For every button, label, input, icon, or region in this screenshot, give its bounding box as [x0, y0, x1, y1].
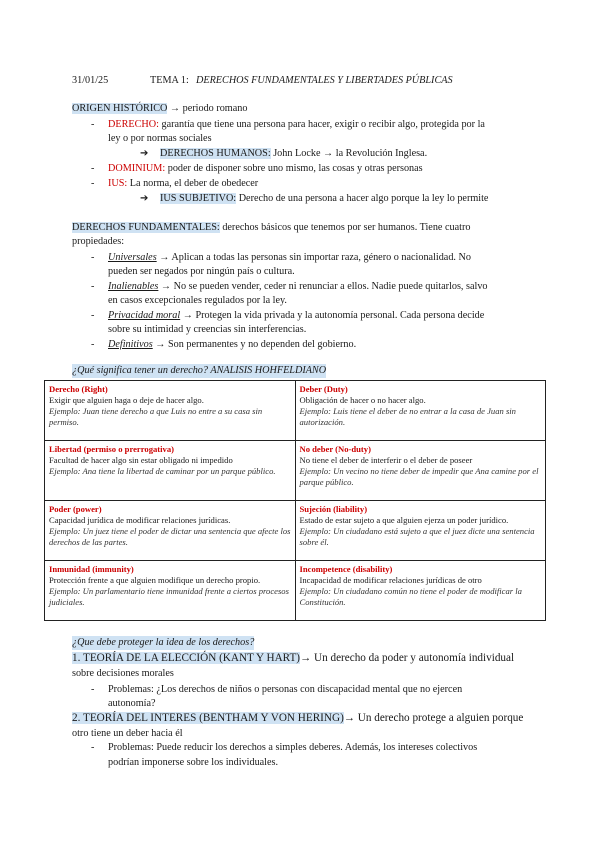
property-text: → Aplican a todas las personas sin importar raza, género o nacionalidad. No	[159, 252, 471, 263]
bullet-dash: -	[91, 339, 95, 350]
property-term: Universales	[108, 252, 157, 263]
table-cell-privilege	[45, 441, 296, 501]
sub-item	[160, 192, 488, 206]
bullet-dash: -	[91, 178, 95, 189]
property-text: → No se pueden vender, ceder ni renunciar a ellos. Nadie puede quitarlos, salvo	[160, 281, 488, 292]
cell-example: Ejemplo: Juan tiene derecho a que Luis no entre a su casa sin permiso.	[49, 406, 263, 427]
cell-definition: Incapacidad de modificar relaciones jurídicas de otro	[299, 575, 482, 585]
property-text-cont: sobre su intimidad y creencias sin interferencias.	[108, 324, 307, 335]
fundamentales-title: DERECHOS FUNDAMENTALES:	[72, 222, 220, 233]
property-text-cont: pueden ser negados por ningún país o cultura.	[108, 266, 295, 277]
cell-title: Deber (Duty)	[299, 384, 348, 394]
table-cell-no-duty	[295, 441, 546, 501]
teoria-1-line	[72, 651, 514, 666]
list-item	[108, 177, 258, 191]
property-item	[108, 309, 484, 323]
term: DERECHO:	[108, 119, 159, 130]
teoria-1-text: → Un derecho da poder y autonomía individual	[300, 652, 515, 664]
definition: garantía que tiene una persona para hacer, exigir o recibir algo, protegida por la	[161, 119, 485, 130]
teoria-2-problem: Problemas: Puede reducir los derechos a simples deberes. Además, los intereses colectivos	[108, 742, 478, 753]
table-cell-immunity	[45, 561, 296, 621]
teoria-2-text: → Un derecho protege a alguien porque	[343, 712, 524, 724]
teoria-1-problem: Problemas: ¿Los derechos de niños o personas con discapacidad mental que no ejercen	[108, 684, 463, 695]
table-row	[45, 441, 546, 501]
cell-example: Ejemplo: Un juez tiene el poder de dictar una sentencia que afecte los derechos de las partes.	[49, 526, 291, 547]
cell-definition: Protección frente a que alguien modifique un derecho propio.	[49, 575, 261, 585]
teoria-1-text-cont: sobre decisiones morales	[72, 668, 174, 679]
topic-label: TEMA 1:	[150, 75, 189, 86]
cell-definition: Estado de estar sujeto a que alguien ejerza un poder jurídico.	[299, 515, 509, 525]
origen-heading	[72, 102, 247, 116]
property-term: Definitivos	[108, 339, 153, 350]
cell-definition: No tiene el deber de interferir o el deber de poseer	[299, 455, 473, 465]
cell-title: Incompetence (disability)	[299, 564, 393, 574]
origen-title: ORIGEN HISTÓRICO	[72, 103, 168, 114]
property-term: Privacidad moral	[108, 310, 181, 321]
bullet-dash: -	[91, 684, 95, 695]
cell-definition: Obligación de hacer o no hacer algo.	[299, 395, 426, 405]
cell-definition: Exigir que alguien haga o deje de hacer algo.	[49, 395, 204, 405]
table-cell-disability	[295, 561, 546, 621]
cell-example: Ejemplo: Un parlamentario tiene inmunidad frente a ciertos procesos judiciales.	[49, 586, 289, 607]
table-row	[45, 561, 546, 621]
property-text-cont: en casos excepcionales regulados por la ley.	[108, 295, 287, 306]
table-cell-power	[45, 501, 296, 561]
cell-definition: Capacidad jurídica de modificar relaciones jurídicas.	[49, 515, 231, 525]
arrow-bullet-icon: ➔	[140, 148, 149, 159]
cell-definition: Facultad de hacer algo sin estar obligado ni impedido	[49, 455, 233, 465]
property-text: → Son permanentes y no dependen del gobierno.	[155, 339, 357, 350]
teorias-question: ¿Que debe proteger la idea de los derechos?	[72, 637, 255, 648]
cell-title: No deber (No-duty)	[299, 444, 371, 454]
cell-title: Derecho (Right)	[49, 384, 108, 394]
table-row	[45, 381, 546, 441]
cell-example: Ejemplo: Un ciudadano está sujeto a que el juez dicte una sentencia sobre él.	[299, 526, 535, 547]
term: DOMINIUM:	[108, 163, 166, 174]
list-item	[108, 162, 423, 176]
table-cell-liability	[295, 501, 546, 561]
property-item	[108, 251, 471, 265]
cell-example: Ejemplo: Un ciudadano común no tiene el poder de modificar la Constitución.	[299, 586, 522, 607]
bullet-dash: -	[91, 281, 95, 292]
fundamentales-intro-cont: propiedades:	[72, 236, 125, 247]
property-term: Inalienables	[108, 281, 159, 292]
sub-term: DERECHOS HUMANOS:	[160, 148, 271, 159]
property-item	[108, 280, 488, 294]
cell-title: Poder (power)	[49, 504, 102, 514]
definition: La norma, el deber de obedecer	[129, 178, 259, 189]
bullet-dash: -	[91, 119, 95, 130]
origen-title-rest: periodo romano	[182, 103, 248, 114]
arrow: →	[169, 103, 181, 114]
teoria-1-problem-cont: autonomía?	[108, 698, 156, 709]
teoria-1-title: 1. TEORÍA DE LA ELECCIÓN (KANT Y HART)	[72, 652, 301, 664]
cell-title: Sujeción (liability)	[299, 504, 368, 514]
definition-cont: ley o por normas sociales	[108, 133, 212, 144]
fundamentales-heading	[72, 221, 470, 235]
teoria-2-text-cont: otro tiene un deber hacia él	[72, 728, 183, 739]
cell-example: Ejemplo: Ana tiene la libertad de caminar por un parque público.	[49, 466, 276, 476]
table-cell-right	[45, 381, 296, 441]
date: 31/01/25	[72, 75, 109, 86]
list-item	[108, 118, 485, 132]
table-cell-duty	[295, 381, 546, 441]
bullet-dash: -	[91, 742, 95, 753]
teoria-2-title: 2. TEORÍA DEL INTERES (BENTHAM Y VON HERING)	[72, 712, 344, 724]
fundamentales-intro: derechos básicos que tenemos por ser humanos. Tiene cuatro	[222, 222, 471, 233]
teoria-2-problem-cont: podrían imponerse sobre los individuales.	[108, 757, 279, 768]
property-text: → Protegen la vida privada y la autonomía personal. Cada persona decide	[182, 310, 485, 321]
property-item	[108, 338, 356, 352]
hohfeld-question: ¿Qué significa tener un derecho? ANALISIS HOHFELDIANO	[72, 365, 327, 376]
cell-title: Libertad (permiso o prerrogativa)	[49, 444, 174, 454]
cell-example: Ejemplo: Un vecino no tiene deber de impedir que Ana camine por el parque público.	[299, 466, 539, 487]
sub-term: IUS SUBJETIVO:	[160, 193, 237, 204]
bullet-dash: -	[91, 310, 95, 321]
bullet-dash: -	[91, 163, 95, 174]
table-row	[45, 501, 546, 561]
cell-example: Ejemplo: Luis tiene el deber de no entrar a la casa de Juan sin autorización.	[299, 406, 516, 427]
cell-title: Inmunidad (immunity)	[49, 564, 134, 574]
definition: poder de disponer sobre uno mismo, las cosas y otras personas	[167, 163, 423, 174]
hohfeld-table	[44, 380, 546, 621]
sub-text: Derecho de una persona a hacer algo porque la ley lo permite	[238, 193, 489, 204]
sub-item	[160, 147, 427, 161]
sub-text: John Locke → la Revolución Inglesa.	[273, 148, 428, 159]
bullet-dash: -	[91, 252, 95, 263]
teoria-2-line	[72, 711, 523, 726]
arrow-bullet-icon: ➔	[140, 193, 149, 204]
topic-title: DERECHOS FUNDAMENTALES Y LIBERTADES PÚBLICAS	[196, 75, 453, 86]
term: IUS:	[108, 178, 128, 189]
